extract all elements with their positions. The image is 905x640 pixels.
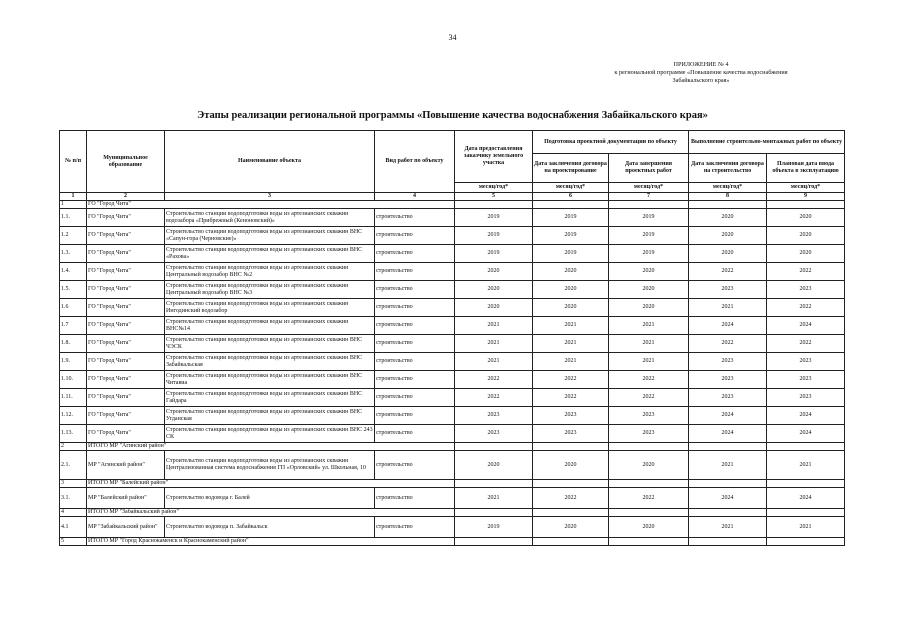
design-finish-cell: 2020	[609, 451, 689, 480]
row-number: 1.6	[60, 299, 87, 317]
work-type-cell: строительство	[375, 335, 455, 353]
commission-cell: 2021	[767, 517, 845, 538]
commission-cell: 2023	[767, 281, 845, 299]
design-contract-cell: 2020	[533, 299, 609, 317]
header-commission: Плановая дата ввода объекта в эксплуатацию	[767, 154, 845, 183]
table-row	[60, 335, 845, 353]
page-number: 34	[448, 33, 457, 42]
empty-cell	[609, 443, 689, 451]
commission-cell: 2024	[767, 425, 845, 443]
object-name-cell: Строительство станции водоподготовки воды из артезианских скважин водозабора «Прибрежный (Кеноновский)»	[165, 209, 375, 227]
design-contract-cell: 2023	[533, 407, 609, 425]
municipality-cell: ГО "Город Чита"	[87, 281, 165, 299]
design-finish-cell: 2020	[609, 263, 689, 281]
row-number: 1.11.	[60, 389, 87, 407]
column-number: 1	[60, 193, 87, 201]
empty-cell	[533, 509, 609, 517]
build-contract-cell: 2023	[689, 281, 767, 299]
build-contract-cell: 2023	[689, 371, 767, 389]
column-number: 3	[165, 193, 375, 201]
header-work-type: Вид работ по объекту	[375, 131, 455, 193]
municipality-cell: ГО "Город Чита"	[87, 317, 165, 335]
land-date-cell: 2022	[455, 371, 533, 389]
land-date-cell: 2020	[455, 263, 533, 281]
object-name-cell: Строительство станции водоподготовки воды из артезианских скважин ВНС Читавиа	[165, 371, 375, 389]
object-name-cell: Строительство станции водоподготовки воды из артезианских скважин Централизованная система водоснабжения ГП «Орловский» ул. Школьная, 10	[165, 451, 375, 480]
municipality-cell: ГО "Город Чита"	[87, 299, 165, 317]
column-number: 5	[455, 193, 533, 201]
empty-cell	[455, 443, 533, 451]
header-num: № п/п	[60, 131, 87, 193]
land-date-cell: 2020	[455, 299, 533, 317]
design-finish-cell: 2022	[609, 371, 689, 389]
design-contract-cell: 2020	[533, 451, 609, 480]
design-contract-cell: 2023	[533, 425, 609, 443]
commission-cell: 2024	[767, 488, 845, 509]
design-finish-cell: 2021	[609, 317, 689, 335]
commission-cell: 2023	[767, 371, 845, 389]
table-row	[60, 425, 845, 443]
design-contract-cell: 2022	[533, 488, 609, 509]
object-name-cell: Строительство водовода г. Балей	[165, 488, 375, 509]
column-number: 2	[87, 193, 165, 201]
row-number: 1	[60, 201, 87, 209]
empty-cell	[767, 443, 845, 451]
appendix-block	[571, 61, 831, 85]
row-number: 1.5.	[60, 281, 87, 299]
work-type-cell: строительство	[375, 227, 455, 245]
table-header	[60, 131, 845, 201]
section-row	[60, 538, 845, 546]
header-unit: месяц/год*	[455, 183, 533, 193]
appendix-line: Забайкальского края»	[672, 77, 730, 84]
empty-cell	[767, 480, 845, 488]
design-contract-cell: 2022	[533, 371, 609, 389]
design-contract-cell: 2020	[533, 263, 609, 281]
row-number: 4	[60, 509, 87, 517]
build-contract-cell: 2021	[689, 517, 767, 538]
work-type-cell: строительство	[375, 281, 455, 299]
build-contract-cell: 2020	[689, 209, 767, 227]
design-contract-cell: 2019	[533, 245, 609, 263]
municipality-cell: МР "Балейский район"	[87, 488, 165, 509]
empty-cell	[767, 509, 845, 517]
table-row	[60, 451, 845, 480]
municipality-cell: ГО "Город Чита"	[87, 353, 165, 371]
commission-cell: 2020	[767, 227, 845, 245]
row-number: 1.12.	[60, 407, 87, 425]
empty-cell	[609, 509, 689, 517]
empty-cell	[609, 480, 689, 488]
row-number: 2.1.	[60, 451, 87, 480]
header-object-name: Наименование объекта	[165, 131, 375, 193]
municipality-cell: ГО "Город Чита"	[87, 209, 165, 227]
commission-cell: 2022	[767, 263, 845, 281]
header-unit: месяц/год*	[533, 183, 609, 193]
section-row	[60, 480, 845, 488]
object-name-cell: Строительство станции водоподготовки воды из артезианских скважин ВНС ЧЭСК	[165, 335, 375, 353]
build-contract-cell: 2023	[689, 389, 767, 407]
table-row	[60, 227, 845, 245]
commission-cell: 2024	[767, 317, 845, 335]
design-contract-cell: 2019	[533, 209, 609, 227]
table-row	[60, 317, 845, 335]
commission-cell: 2023	[767, 389, 845, 407]
commission-cell: 2024	[767, 407, 845, 425]
row-number: 1.7	[60, 317, 87, 335]
municipality-cell: ГО "Город Чита"	[87, 335, 165, 353]
section-row	[60, 443, 845, 451]
land-date-cell: 2021	[455, 317, 533, 335]
build-contract-cell: 2022	[689, 263, 767, 281]
empty-cell	[689, 538, 767, 546]
column-number: 8	[689, 193, 767, 201]
section-label: ИТОГО МР "Забайкальский район"	[87, 509, 455, 517]
build-contract-cell: 2023	[689, 353, 767, 371]
design-contract-cell: 2021	[533, 353, 609, 371]
object-name-cell: Строительство станции водоподготовки воды из артезианских скважин Центральный водозабор ВНС №3	[165, 281, 375, 299]
empty-cell	[533, 480, 609, 488]
commission-cell: 2022	[767, 335, 845, 353]
land-date-cell: 2020	[455, 281, 533, 299]
design-finish-cell: 2023	[609, 425, 689, 443]
row-number: 5	[60, 538, 87, 546]
design-finish-cell: 2023	[609, 407, 689, 425]
table-row	[60, 517, 845, 538]
row-number: 2	[60, 443, 87, 451]
table-row	[60, 488, 845, 509]
design-contract-cell: 2020	[533, 281, 609, 299]
appendix-title: ПРИЛОЖЕНИЕ № 4	[673, 61, 729, 68]
table-row	[60, 209, 845, 227]
row-number: 1.10.	[60, 371, 87, 389]
section-row	[60, 201, 845, 209]
design-finish-cell: 2022	[609, 488, 689, 509]
row-number: 3	[60, 480, 87, 488]
work-type-cell: строительство	[375, 299, 455, 317]
object-name-cell: Строительство станции водоподготовки воды из артезианских скважин ВНС Гайдара	[165, 389, 375, 407]
table-row	[60, 245, 845, 263]
section-label: ИТОГО МР "Город Краснокаменск и Краснокаменский район"	[87, 538, 455, 546]
design-contract-cell: 2021	[533, 317, 609, 335]
row-number: 1.9.	[60, 353, 87, 371]
design-finish-cell: 2020	[609, 281, 689, 299]
section-label: ИТОГО МР "Агинский район"	[87, 443, 455, 451]
build-contract-cell: 2021	[689, 451, 767, 480]
object-name-cell: Строительство станции водоподготовки воды из артезианских скважин Центральный водозабор ВНС №2	[165, 263, 375, 281]
commission-cell: 2020	[767, 245, 845, 263]
header-build-contract: Дата заключения договора на строительство	[689, 154, 767, 183]
row-number: 4.1	[60, 517, 87, 538]
row-number: 1.3.	[60, 245, 87, 263]
work-type-cell: строительство	[375, 425, 455, 443]
table-row	[60, 371, 845, 389]
object-name-cell: Строительство водовода п. Забайкальск	[165, 517, 375, 538]
table-row	[60, 299, 845, 317]
header-municipality: Муниципальное образование	[87, 131, 165, 193]
empty-cell	[689, 480, 767, 488]
section-label: ГО "Город Чита"	[87, 201, 455, 209]
build-contract-cell: 2021	[689, 299, 767, 317]
design-finish-cell: 2019	[609, 209, 689, 227]
work-type-cell: строительство	[375, 263, 455, 281]
empty-cell	[455, 480, 533, 488]
work-type-cell: строительство	[375, 517, 455, 538]
build-contract-cell: 2024	[689, 425, 767, 443]
design-contract-cell: 2019	[533, 227, 609, 245]
design-contract-cell: 2022	[533, 389, 609, 407]
land-date-cell: 2020	[455, 451, 533, 480]
column-number: 6	[533, 193, 609, 201]
land-date-cell: 2019	[455, 245, 533, 263]
object-name-cell: Строительство станции водоподготовки воды из артезианских скважин Ингодинский водозабор	[165, 299, 375, 317]
design-finish-cell: 2019	[609, 245, 689, 263]
empty-cell	[689, 509, 767, 517]
header-design-contract: Дата заключения договора на проектирование	[533, 154, 609, 183]
object-name-cell: Строительство станции водоподготовки воды из артезианских скважин ВНС Забайкальская	[165, 353, 375, 371]
object-name-cell: Строительство станции водоподготовки воды из артезианских скважин ВНС№14	[165, 317, 375, 335]
empty-cell	[533, 443, 609, 451]
design-finish-cell: 2020	[609, 517, 689, 538]
section-label: ИТОГО МР "Балейский район"	[87, 480, 455, 488]
header-build-group: Выполнение строительно-монтажных работ по объекту	[689, 131, 845, 154]
row-number: 3.1.	[60, 488, 87, 509]
row-number: 1.8.	[60, 335, 87, 353]
work-type-cell: строительство	[375, 389, 455, 407]
municipality-cell: МР "Агинский район"	[87, 451, 165, 480]
municipality-cell: ГО "Город Чита"	[87, 389, 165, 407]
row-number: 1.4.	[60, 263, 87, 281]
design-contract-cell: 2020	[533, 517, 609, 538]
table-body	[60, 201, 845, 546]
work-type-cell: строительство	[375, 488, 455, 509]
document-title: Этапы реализации региональной программы «Повышение качества водоснабжения Забайкальского края»	[197, 110, 708, 121]
row-number: 1.1.	[60, 209, 87, 227]
land-date-cell: 2019	[455, 209, 533, 227]
section-row	[60, 509, 845, 517]
build-contract-cell: 2024	[689, 407, 767, 425]
column-number: 4	[375, 193, 455, 201]
municipality-cell: ГО "Город Чита"	[87, 263, 165, 281]
land-date-cell: 2023	[455, 407, 533, 425]
design-contract-cell: 2021	[533, 335, 609, 353]
empty-cell	[455, 201, 533, 209]
land-date-cell: 2019	[455, 517, 533, 538]
empty-cell	[455, 538, 533, 546]
land-date-cell: 2023	[455, 425, 533, 443]
commission-cell: 2020	[767, 209, 845, 227]
build-contract-cell: 2024	[689, 488, 767, 509]
empty-cell	[533, 201, 609, 209]
header-design-finish: Дата завершения проектных работ	[609, 154, 689, 183]
header-land-date: Дата предоставления заказчику земельного участка	[455, 131, 533, 183]
build-contract-cell: 2020	[689, 227, 767, 245]
table-row	[60, 389, 845, 407]
design-finish-cell: 2020	[609, 299, 689, 317]
empty-cell	[609, 538, 689, 546]
land-date-cell: 2021	[455, 488, 533, 509]
header-unit: месяц/год*	[767, 183, 845, 193]
object-name-cell: Строительство станции водоподготовки воды из артезианских скважин ВНС «Рахова»	[165, 245, 375, 263]
header-unit: месяц/год*	[689, 183, 767, 193]
object-name-cell: Строительство станции водоподготовки воды из артезианских скважин ВНС 243 СК	[165, 425, 375, 443]
empty-cell	[767, 201, 845, 209]
empty-cell	[689, 201, 767, 209]
build-contract-cell: 2020	[689, 245, 767, 263]
empty-cell	[609, 201, 689, 209]
stages-table	[59, 130, 845, 546]
work-type-cell: строительство	[375, 371, 455, 389]
design-finish-cell: 2021	[609, 335, 689, 353]
work-type-cell: строительство	[375, 451, 455, 480]
municipality-cell: ГО "Город Чита"	[87, 245, 165, 263]
municipality-cell: ГО "Город Чита"	[87, 425, 165, 443]
appendix-line: к региональной программе «Повышение качества водоснабжения	[614, 69, 788, 76]
empty-cell	[455, 509, 533, 517]
header-design-group: Подготовка проектной документации по объекту	[533, 131, 689, 154]
land-date-cell: 2022	[455, 389, 533, 407]
work-type-cell: строительство	[375, 407, 455, 425]
work-type-cell: строительство	[375, 209, 455, 227]
column-number: 7	[609, 193, 689, 201]
land-date-cell: 2021	[455, 335, 533, 353]
table-row	[60, 263, 845, 281]
work-type-cell: строительство	[375, 317, 455, 335]
empty-cell	[767, 538, 845, 546]
land-date-cell: 2021	[455, 353, 533, 371]
header-unit: месяц/год*	[609, 183, 689, 193]
design-finish-cell: 2021	[609, 353, 689, 371]
municipality-cell: ГО "Город Чита"	[87, 227, 165, 245]
build-contract-cell: 2022	[689, 335, 767, 353]
object-name-cell: Строительство станции водоподготовки воды из артезианских скважин ВНС Угданская	[165, 407, 375, 425]
row-number: 1.13.	[60, 425, 87, 443]
municipality-cell: МР "Забайкальский район"	[87, 517, 165, 538]
commission-cell: 2022	[767, 299, 845, 317]
municipality-cell: ГО "Город Чита"	[87, 407, 165, 425]
row-number: 1.2	[60, 227, 87, 245]
empty-cell	[533, 538, 609, 546]
column-number: 9	[767, 193, 845, 201]
work-type-cell: строительство	[375, 353, 455, 371]
table-row	[60, 407, 845, 425]
table-row	[60, 353, 845, 371]
build-contract-cell: 2024	[689, 317, 767, 335]
object-name-cell: Строительство станции водоподготовки воды из артезианских скважин ВНС «Сапун-гора (Черновские)»	[165, 227, 375, 245]
design-finish-cell: 2019	[609, 227, 689, 245]
commission-cell: 2021	[767, 451, 845, 480]
municipality-cell: ГО "Город Чита"	[87, 371, 165, 389]
work-type-cell: строительство	[375, 245, 455, 263]
land-date-cell: 2019	[455, 227, 533, 245]
design-finish-cell: 2022	[609, 389, 689, 407]
commission-cell: 2023	[767, 353, 845, 371]
table-row	[60, 281, 845, 299]
empty-cell	[689, 443, 767, 451]
